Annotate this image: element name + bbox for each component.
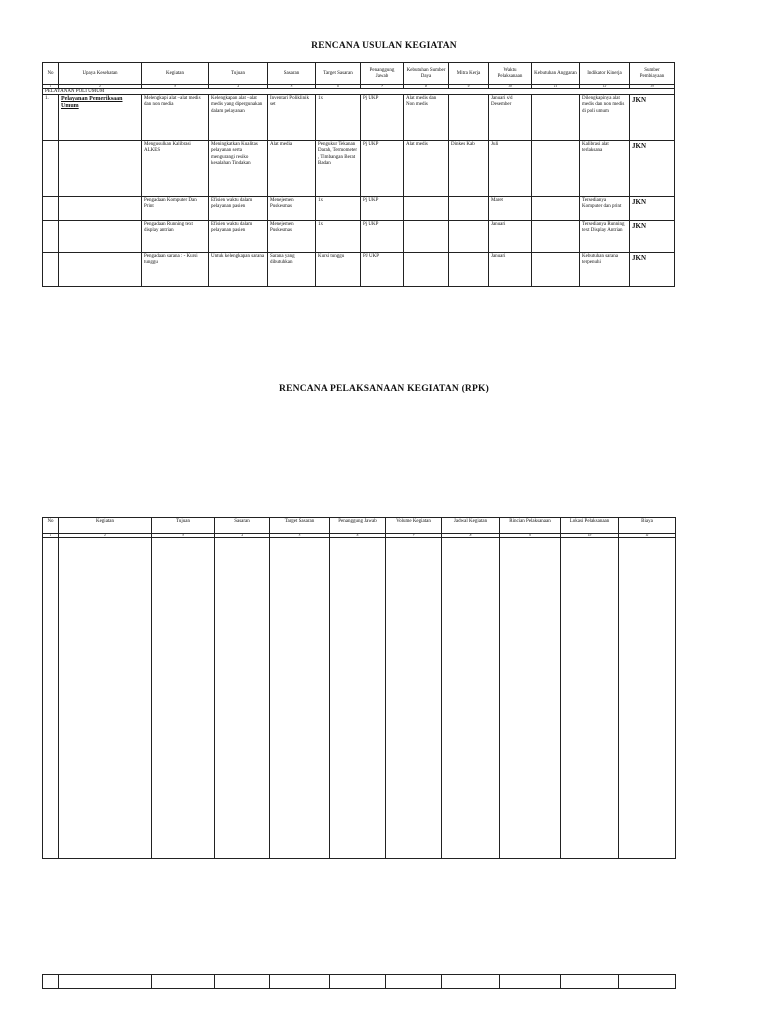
rpk-empty-row <box>43 538 676 859</box>
mitra-cell <box>449 253 489 287</box>
mitra-cell: Dinkes Kab <box>449 141 489 197</box>
waktu-cell: Januari s/d Desember <box>489 95 532 141</box>
upaya-cell <box>59 221 142 253</box>
mitra-cell <box>449 197 489 221</box>
sumber-daya-cell: Alat medis <box>404 141 449 197</box>
table-cell <box>59 538 152 859</box>
penanggung-jawab-cell: Pj UKP <box>361 221 404 253</box>
col-header: Lokasi Pelaksanaan <box>561 518 619 534</box>
sasaran-cell: Alat media <box>268 141 316 197</box>
table-cell <box>330 975 386 989</box>
waktu-cell: Juli <box>489 141 532 197</box>
col-header: Mitra Kerja <box>449 63 489 85</box>
table-cell <box>500 975 561 989</box>
col-header: No <box>43 518 59 534</box>
col-header: Sasaran <box>268 63 316 85</box>
waktu-cell: Januari <box>489 253 532 287</box>
col-number: 12 <box>580 85 630 89</box>
table-cell <box>442 975 500 989</box>
upaya-cell <box>59 197 142 221</box>
table-cell <box>619 975 676 989</box>
row-number <box>43 253 59 287</box>
col-header: Waktu Pelaksanaan <box>489 63 532 85</box>
penanggung-jawab-cell: Pj UKP <box>361 141 404 197</box>
col-header: Tujuan <box>152 518 215 534</box>
usulan-header-row <box>43 63 675 85</box>
col-number: 5 <box>270 534 330 538</box>
anggaran-cell <box>532 221 580 253</box>
col-header: Jadwal Kegiatan <box>442 518 500 534</box>
col-header: Kebutuhan Sumber Daya <box>404 63 449 85</box>
table-cell <box>386 538 442 859</box>
col-header: Indikator Kinerja <box>580 63 630 85</box>
col-number: 2 <box>59 534 152 538</box>
col-number: 11 <box>619 534 676 538</box>
kegiatan-cell: Mengusulkan Kalibrasi ALKES <box>142 141 209 197</box>
col-number: 4 <box>215 534 270 538</box>
row-number <box>43 197 59 221</box>
col-number: 1 <box>43 85 59 89</box>
table-cell <box>386 975 442 989</box>
col-number: 3 <box>152 534 215 538</box>
sumber-daya-cell <box>404 253 449 287</box>
anggaran-cell <box>532 253 580 287</box>
table-row <box>43 197 675 221</box>
col-number: 3 <box>142 85 209 89</box>
table-cell <box>152 538 215 859</box>
anggaran-cell <box>532 95 580 141</box>
col-header: Volume Kegiatan <box>386 518 442 534</box>
col-number: 8 <box>404 85 449 89</box>
col-number: 13 <box>630 85 675 89</box>
table-cell <box>43 975 59 989</box>
kegiatan-cell: Melengkapi alat –alat medis dan non media <box>142 95 209 141</box>
upaya-cell: Pelayanan Pemeriksaan Umum <box>59 95 142 141</box>
waktu-cell: Januari <box>489 221 532 253</box>
indikator-cell: Tersedianya Komputer dan print <box>580 197 630 221</box>
kegiatan-cell: Pengadaan Komputer Dan Print <box>142 197 209 221</box>
col-number: 10 <box>561 534 619 538</box>
tujuan-cell: Kelengkapan alat –alat medis yang dipergunakan dalam pelayanan <box>209 95 268 141</box>
sumber-daya-cell: Alat medis dan Non medis <box>404 95 449 141</box>
mitra-cell <box>449 95 489 141</box>
target-cell: 1x <box>316 221 361 253</box>
waktu-cell: Maret <box>489 197 532 221</box>
col-number: 7 <box>386 534 442 538</box>
pembiayaan-cell: JKN <box>630 141 675 197</box>
kegiatan-cell: Pengadaan sarana : - Kursi tunggu <box>142 253 209 287</box>
col-header: Tujuan <box>209 63 268 85</box>
table-cell <box>330 538 386 859</box>
table-cell <box>270 538 330 859</box>
table-row <box>43 141 675 197</box>
col-header: Biaya <box>619 518 676 534</box>
rpk-continuation-row <box>43 975 676 989</box>
tujuan-cell: Efisien waktu dalam pelayanan pasien <box>209 197 268 221</box>
col-header: Rincian Pelaksanaan <box>500 518 561 534</box>
sasaran-cell: Menejemen Puskesmas <box>268 197 316 221</box>
upaya-cell <box>59 253 142 287</box>
pembiayaan-cell: JKN <box>630 253 675 287</box>
indikator-cell: Dilengkapinya alat medis dan non medis di poli umum <box>580 95 630 141</box>
table-cell <box>561 975 619 989</box>
target-cell: 1x <box>316 197 361 221</box>
pembiayaan-cell: JKN <box>630 197 675 221</box>
indikator-cell: Kebutuhan sarana terpenuhi <box>580 253 630 287</box>
penanggung-jawab-cell: PJ UKP <box>361 253 404 287</box>
target-cell: Kursi tunggu <box>316 253 361 287</box>
rpk-title: RENCANA PELAKSANAAN KEGIATAN (RPK) <box>279 384 489 394</box>
upaya-cell <box>59 141 142 197</box>
table-cell <box>215 538 270 859</box>
target-cell: Pengukur Tekanan Darah, Termometer , Timbangan Berat Badan <box>316 141 361 197</box>
pembiayaan-cell: JKN <box>630 95 675 141</box>
indikator-cell: Tersedianya Running text Display Antrian <box>580 221 630 253</box>
row-number <box>43 221 59 253</box>
table-row <box>43 221 675 253</box>
pembiayaan-cell: JKN <box>630 221 675 253</box>
tujuan-cell: Untuk kelengkapan sarana <box>209 253 268 287</box>
col-header: Penanggung Jawab <box>361 63 404 85</box>
tujuan-cell: Efisien waktu dalam pelayanan pasien <box>209 221 268 253</box>
col-header: Sasaran <box>215 518 270 534</box>
col-header: Target Sasaran <box>270 518 330 534</box>
tujuan-cell: Meningkatkan Kualitas pelayanan serta mengurangi resiko kesalahan Tindakan <box>209 141 268 197</box>
row-number: 1. <box>43 95 59 141</box>
rpk-header-row <box>43 518 676 534</box>
penanggung-jawab-cell: Pj UKP <box>361 197 404 221</box>
col-number: 9 <box>500 534 561 538</box>
table-cell <box>500 538 561 859</box>
sumber-daya-cell <box>404 221 449 253</box>
rpk-table <box>42 517 676 859</box>
sumber-daya-cell <box>404 197 449 221</box>
kegiatan-cell: Pengadaan Running text display antrian <box>142 221 209 253</box>
col-header: Kegiatan <box>59 518 152 534</box>
table-cell <box>59 975 152 989</box>
sasaran-cell: Sarana yang dibutuhkan <box>268 253 316 287</box>
section-label: PELAYANAN POLI UMUM <box>43 89 675 95</box>
col-number: 5 <box>268 85 316 89</box>
target-cell: 1x <box>316 95 361 141</box>
table-row <box>43 95 675 141</box>
table-cell <box>152 975 215 989</box>
col-header: Sumber Pembiayaan <box>630 63 675 85</box>
col-number: 9 <box>449 85 489 89</box>
col-header: No <box>43 63 59 85</box>
table-cell <box>619 538 676 859</box>
table-cell <box>442 538 500 859</box>
usulan-title: RENCANA USULAN KEGIATAN <box>311 41 457 51</box>
col-header: Target Sasaran <box>316 63 361 85</box>
table-cell <box>561 538 619 859</box>
col-number: 11 <box>532 85 580 89</box>
col-number: 4 <box>209 85 268 89</box>
col-number: 1 <box>43 534 59 538</box>
col-number: 8 <box>442 534 500 538</box>
usulan-table <box>42 62 675 287</box>
col-number: 6 <box>316 85 361 89</box>
col-header: Kegiatan <box>142 63 209 85</box>
col-number: 7 <box>361 85 404 89</box>
table-cell <box>215 975 270 989</box>
table-row <box>43 253 675 287</box>
anggaran-cell <box>532 141 580 197</box>
anggaran-cell <box>532 197 580 221</box>
sasaran-cell: Inventari Poliklinik set <box>268 95 316 141</box>
col-number: 2 <box>59 85 142 89</box>
rpk-continuation-table <box>42 974 676 989</box>
indikator-cell: Kalibrasi alat terlaksana <box>580 141 630 197</box>
table-cell <box>270 975 330 989</box>
col-header: Penanggung Jawab <box>330 518 386 534</box>
col-number: 10 <box>489 85 532 89</box>
row-number <box>43 141 59 197</box>
table-cell <box>43 538 59 859</box>
col-header: Upaya Kesehatan <box>59 63 142 85</box>
mitra-cell <box>449 221 489 253</box>
col-header: Kebutuhan Anggaran <box>532 63 580 85</box>
col-number: 6 <box>330 534 386 538</box>
sasaran-cell: Menejemen Puskesmas <box>268 221 316 253</box>
penanggung-jawab-cell: Pj UKP <box>361 95 404 141</box>
